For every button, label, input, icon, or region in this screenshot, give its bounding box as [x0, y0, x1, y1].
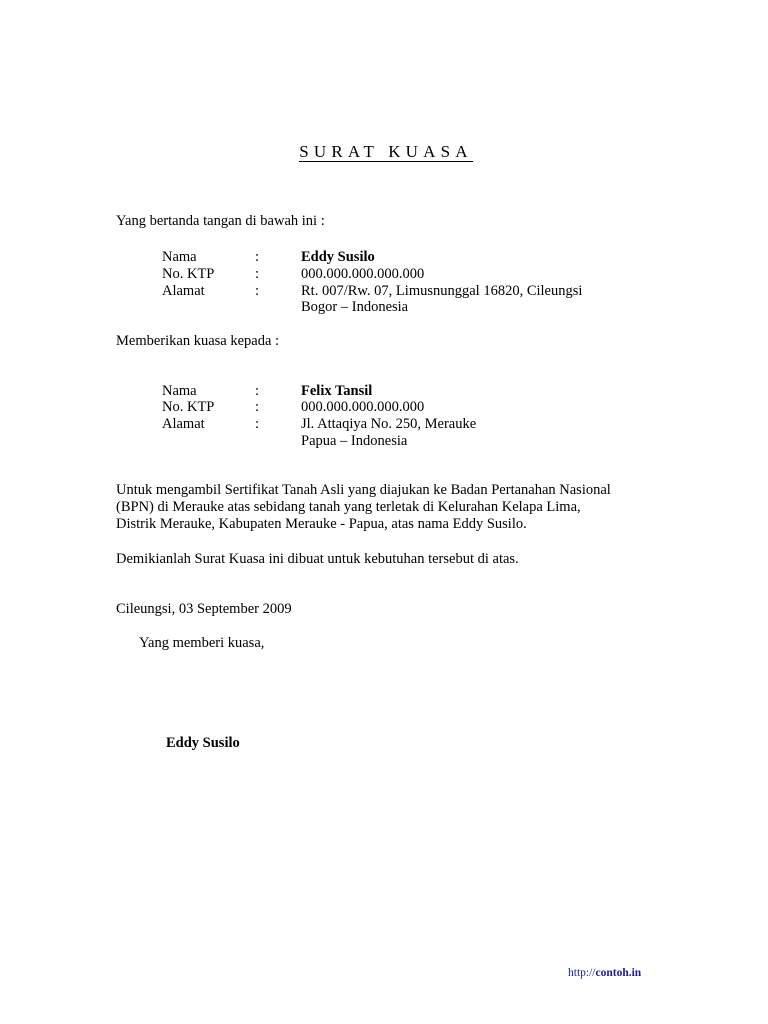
grantee-name-value: Felix Tansil — [301, 383, 373, 399]
grantor-address-line1: Rt. 007/Rw. 07, Limusnunggal 16820, Cileungsi — [301, 283, 583, 299]
grantor-ktp-label: No. KTP — [162, 266, 215, 282]
document-title-text: SURAT KUASA — [299, 142, 473, 161]
purpose-line-3: Distrik Merauke, Kabupaten Merauke - Papua, atas nama Eddy Susilo. — [116, 516, 527, 532]
document-title — [0, 143, 768, 162]
grantee-name-colon: : — [255, 383, 260, 399]
grantor-ktp-colon: : — [255, 266, 260, 282]
grant-intro-text: Memberikan kuasa kepada : — [116, 333, 280, 349]
closing-text: Demikianlah Surat Kuasa ini dibuat untuk kebutuhan tersebut di atas. — [116, 551, 519, 567]
grantor-ktp-value: 000.000.000.000.000 — [301, 266, 425, 282]
intro-text: Yang bertanda tangan di bawah ini : — [116, 213, 325, 229]
grantor-name-colon: : — [255, 249, 260, 265]
footer-link[interactable] — [568, 965, 641, 982]
purpose-paragraph — [116, 482, 656, 533]
grantor-address-label: Alamat — [162, 283, 205, 299]
grantee-ktp-value: 000.000.000.000.000 — [301, 399, 425, 415]
grantee-address-line1: Jl. Attaqiya No. 250, Merauke — [301, 416, 477, 432]
footer-link-protocol: http:// — [568, 967, 596, 979]
footer-link-domain: contoh.in — [595, 967, 642, 979]
grantee-name-label: Nama — [162, 383, 197, 399]
signer-name: Eddy Susilo — [166, 735, 240, 751]
grantor-address-line2: Bogor – Indonesia — [301, 299, 409, 315]
place-date: Cileungsi, 03 September 2009 — [116, 601, 292, 617]
grantee-address-label: Alamat — [162, 416, 205, 432]
grantee-ktp-label: No. KTP — [162, 399, 215, 415]
purpose-line-2: (BPN) di Merauke atas sebidang tanah yang terletak di Kelurahan Kelapa Lima, — [116, 499, 581, 515]
signature-caption: Yang memberi kuasa, — [139, 635, 265, 651]
grantor-name-label: Nama — [162, 249, 197, 265]
grantee-address-line2: Papua – Indonesia — [301, 433, 408, 449]
grantee-address-colon: : — [255, 416, 260, 432]
grantor-name-value: Eddy Susilo — [301, 249, 375, 265]
grantor-address-colon: : — [255, 283, 260, 299]
purpose-line-1: Untuk mengambil Sertifikat Tanah Asli yang diajukan ke Badan Pertanahan Nasional — [116, 482, 611, 498]
grantee-ktp-colon: : — [255, 399, 260, 415]
